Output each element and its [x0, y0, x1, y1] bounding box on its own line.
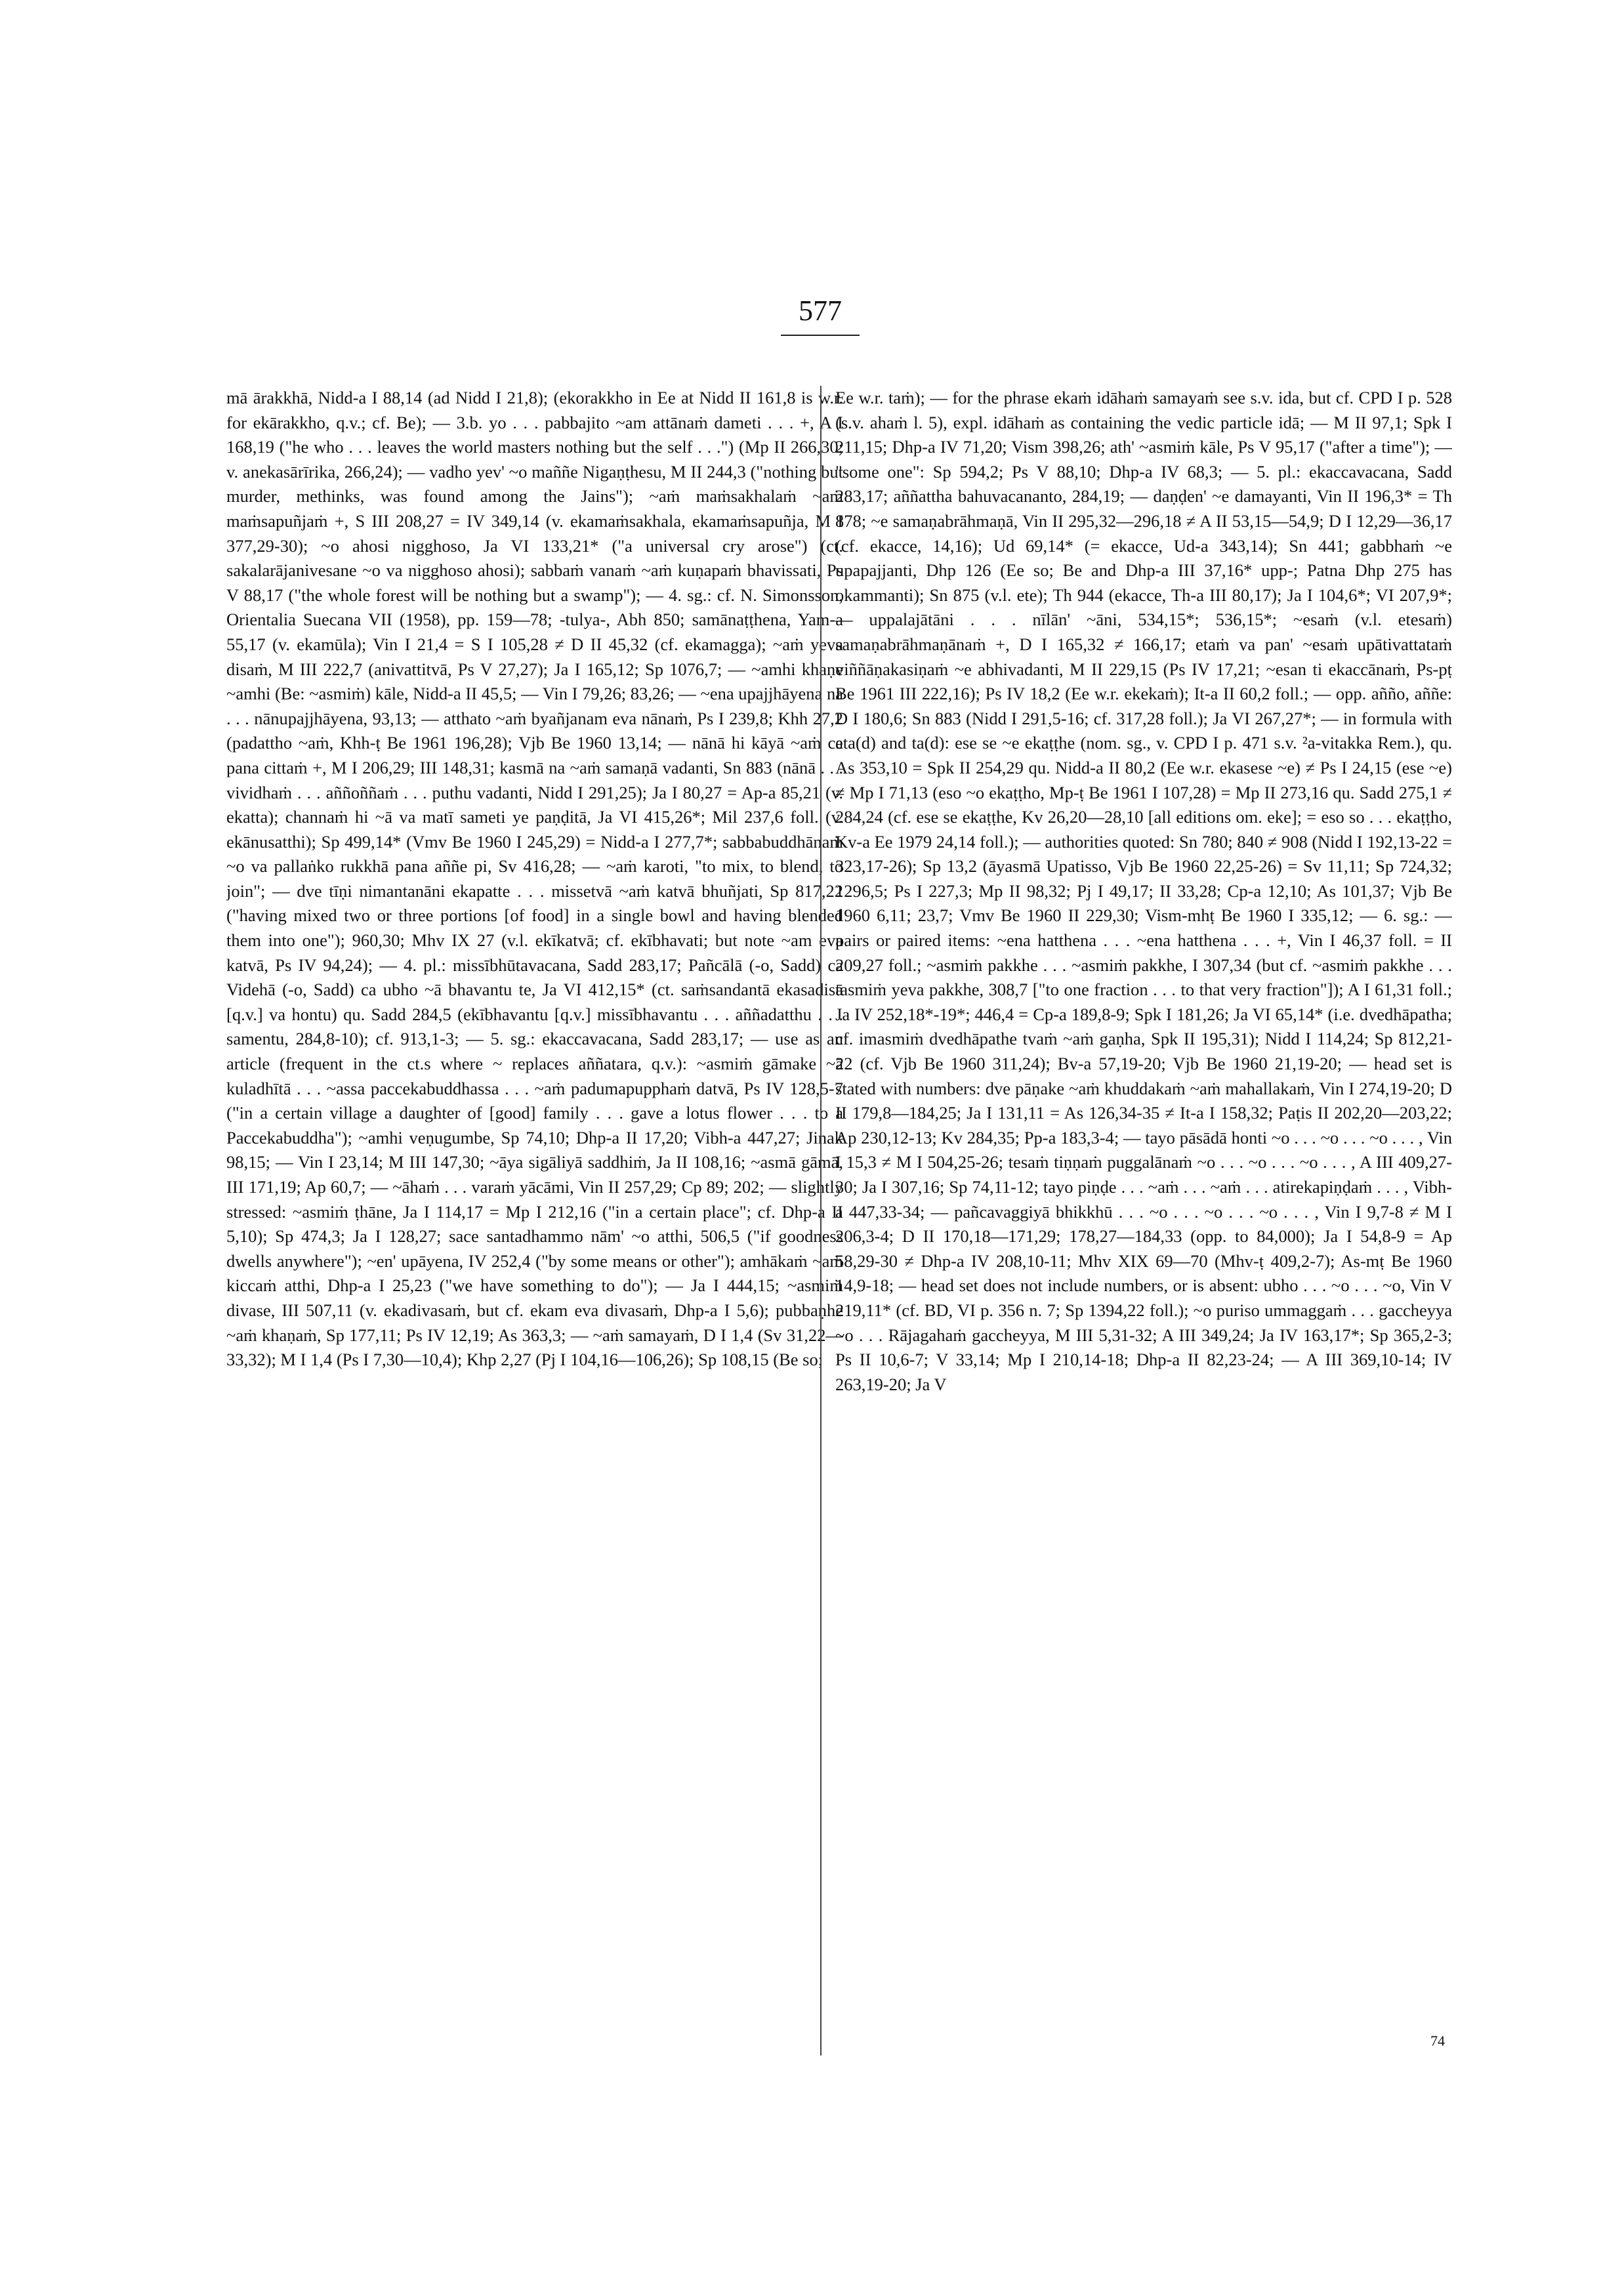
page-number-rule — [781, 335, 860, 336]
column-divider — [820, 386, 822, 2056]
page-number: 577 — [799, 295, 842, 327]
left-column: mā ārakkhā, Nidd-a I 88,14 (ad Nidd I 21,8); (ekorakkho in Ee at Nidd II 161,8 is w.r. for ekārakkho, q.v.; cf. Be); — 3.b. yo . . . pabbajito ~am attānaṁ dameti . . . +, A I 168,19 ("he who . . . leaves the world masters nothing but the self . . .") (Mp II 266,30; v. anekasārīrika, 266,24); — vadho yev' ~o maññe Nigaṇṭhesu, M II 244,3 ("nothing but murder, methinks, was found among the Jains"); ~aṁ maṁsakhalaṁ ~aṁ maṁsapuñjaṁ +, S III 208,27 = IV 349,14 (v. ekamaṁsakhala, ekamaṁsapuñja, M I 377,29-30); ~o ahosi nigghoso, Ja VI 133,21* ("a universal cry arose") (ct. sakalarājanivesane ~o va nigghoso ahosi); sabbaṁ vanaṁ ~aṁ kuṇapaṁ bhavissati, Ps V 88,17 ("the whole forest will be nothing but a swamp"); — 4. sg.: cf. N. Simonsson, Orientalia Suecana VII (1958), pp. 159—78; -tulya-, Abh 850; samānaṭṭhena, Yam-a 55,17 (v. ekamūla); Vin I 21,4 = S I 105,28 ≠ D II 45,32 (cf. ekamagga); ~aṁ yeva disaṁ, M III 222,7 (anivattitvā, Ps V 27,27); Ja I 165,12; Sp 1076,7; — ~amhi khaṇe ~amhi (Be: ~asmiṁ) kāle, Nidd-a II 45,5; — Vin I 79,26; 83,26; — ~ena upajjhāyena na . . . nānupajjhāyena, 93,13; — atthato ~aṁ byañjanam eva nānaṁ, Ps I 239,8; Khh 27,2 (padattho ~aṁ, Khh-ṭ Be 1961 196,28); Vjb Be 1960 13,14; — nānā hi kāyā ~aṁ ca pana cittaṁ +, M I 206,29; III 148,31; kasmā na ~aṁ samaṇā vadanti, Sn 883 (nānā . . . vividhaṁ . . . aññoññaṁ . . . puthu vadanti, Nidd I 291,25); Ja I 80,27 = Ap-a 85,21 (v. ekatta); channaṁ hi ~ā va matī sameti ye paṇḍitā, Ja VI 415,26*; Mil 237,6 foll. (v. ekānusatthi); Sp 499,14* (Vmv Be 1960 I 245,29) = Nidd-a I 277,7*; sabbabuddhānaṁ ~o va pallaṅko rukkhā pana aññe pi, Sv 416,28; — ~aṁ karoti, "to mix, to blend, to join"; — dve tīṇi nimantanāni ekapatte . . . missetvā ~aṁ katvā bhuñjati, Sp 817,22 ("having mixed two or three portions [of food] in a single bowl and having blended them into one"); 960,30; Mhv IX 27 (v.l. ekīkatvā; cf. ekībhavati; but note ~am eva katvā, Ps IV 94,24); — 4. pl.: missībhūtavacana, Sadd 283,17; Pañcālā (-o, Sadd) ca Videhā (-o, Sadd) ca ubho ~ā bhavantu te, Ja VI 412,15* (ct. saṁsandantā ekasadisā [q.v.] va hontu) qu. Sadd 284,5 (ekībhavantu [q.v.] missībhavantu . . . aññadatthu . . . samentu, 284,8-10); cf. 913,1-3; — 5. sg.: ekaccavacana, Sadd 283,17; — use as an article (frequent in the ct.s where ~ replaces aññatara, q.v.): ~asmiṁ gāmake ~ā kuladhītā . . . ~assa paccekabuddhassa . . . ~aṁ padumapupphaṁ datvā, Ps IV 128,5-7 ("in a certain village a daughter of [good] family . . . gave a lotus flower . . . to a Paccekabuddha"); ~amhi veṇugumbe, Sp 74,10; Dhp-a II 17,20; Vibh-a 447,27; Jinak 98,15; — Vin I 23,14; M III 147,30; ~āya sigāliyā saddhiṁ, Ja II 108,16; ~asmā gāmā, III 171,19; Ap 60,7; — ~āhaṁ . . . varaṁ yācāmi, Vin II 257,29; Cp 89; 202; — slightly stressed: ~asmiṁ ṭhāne, Ja I 114,17 = Mp I 212,16 ("in a certain place"; cf. Dhp-a II 5,10); Sp 474,3; Ja I 128,27; sace santadhammo nām' ~o atthi, 506,5 ("if goodness dwells anywhere"); ~en' upāyena, IV 252,4 ("by some means or other"); amhākaṁ ~aṁ kiccaṁ atthi, Dhp-a I 25,23 ("we have something to do"); — Ja I 444,15; ~asmiṁ divase, III 507,11 (v. ekadivasaṁ, but cf. ekam eva divasaṁ, Dhp-a I 5,6); pubbaṇhe ~aṁ khaṇaṁ, Sp 177,11; Ps IV 12,19; As 363,3; — ~aṁ samayaṁ, D I 1,4 (Sv 31,22—33,32); M I 1,4 (Ps I 7,30—10,4); Khp 2,27 (Pj I 104,16—106,26); Sp 108,15 (Be so; — [226, 388, 843, 1370]
right-column: Ee w.r. taṁ); — for the phrase ekaṁ idāhaṁ samayaṁ see s.v. ida, but cf. CPD I p. 528 (s.v. ahaṁ l. 5), expl. idāhaṁ as containing the vedic particle idā; — M II 97,1; Spk I 211,15; Dhp-a IV 71,20; Vism 398,26; ath' ~asmiṁ kāle, Ps V 95,17 ("after a time"); — "some one": Sp 594,2; Ps V 88,10; Dhp-a IV 68,3; — 5. pl.: ekaccavacana, Sadd 283,17; aññattha bahuvacananto, 284,19; — daṇḍen' ~e damayanti, Vin II 196,3* = Th 878; ~e samaṇabrāhmaṇā, Vin II 295,32—296,18 ≠ A II 53,15—54,9; D I 12,29—36,17 (cf. ekacce, 14,16); Ud 69,14* (= ekacce, Ud-a 343,14); Sn 441; gabbhaṁ ~e upapajjanti, Dhp 126 (Ee so; Be and Dhp-a III 37,16* upp-; Patna Dhp 275 has okammanti); Sn 875 (v.l. ete); Th 944 (ekacce, Th-a III 80,17); Ja I 104,6*; VI 207,9*; — uppalajātāni . . . nīlān' ~āni, 534,15*; 536,15*; ~esaṁ (v.l. etesaṁ) samaṇabrāhmaṇānaṁ +, D I 165,32 ≠ 166,17; etaṁ va pan' ~esaṁ upātivattataṁ viññāṇakasiṇaṁ ~e abhivadanti, M II 229,15 (Ps IV 17,21; ~esan ti ekaccānaṁ, Ps-pṭ Be 1961 III 222,16); Ps IV 18,2 (Ee w.r. ekekaṁ); It-a II 60,2 foll.; — opp. añño, aññe: D I 180,6; Sn 883 (Nidd I 291,5-16; cf. 317,28 foll.); Ja VI 267,27*; — in formula with eta(d) and ta(d): ese se ~e ekaṭṭhe (nom. sg., v. CPD I p. 471 s.v. ²a-vitakka Rem.), qu. As 353,10 = Spk II 254,29 qu. Nidd-a II 80,2 (Ee w.r. ekasese ~e) ≠ Ps I 24,15 (ese ~e) ≠ Mp I 71,13 (eso ~o ekaṭṭho, Mp-ṭ Be 1961 I 107,28) = Mp II 273,16 qu. Sadd 275,1 ≠ 284,24 (cf. ese se ekaṭṭhe, Kv 26,20—28,10 [all editions om. eke]; = eso so . . . ekaṭṭho, Kv-a Ee 1979 24,14 foll.); — authorities quoted: Sn 780; 840 ≠ 908 (Nidd I 192,13-22 = 323,17-26); Sp 13,2 (āyasmā Upatisso, Vjb Be 1960 22,25-26) = Sv 11,11; Sp 724,32; 1296,5; Ps I 227,3; Mp II 98,32; Pj I 49,17; II 33,28; Cp-a 12,10; As 101,37; Vjb Be 1960 6,11; 23,7; Vmv Be 1960 II 229,30; Vism-mhṭ Be 1960 I 335,12; — 6. sg.: — pairs or paired items: ~ena hatthena . . . ~ena hatthena . . . +, Vin I 46,37 foll. = II 209,27 foll.; ~asmiṁ pakkhe . . . ~asmiṁ pakkhe, I 307,34 (but cf. ~asmiṁ pakkhe . . . tasmiṁ yeva pakkhe, 308,7 ["to one fraction . . . to that very fraction"]); A I 61,31 foll.; Ja IV 252,18*-19*; 446,4 = Cp-a 189,8-9; Spk I 181,26; Ja VI 65,14* (i.e. dvedhāpatha; cf. imasmiṁ dvedhāpathe tvaṁ ~aṁ gaṇha, Spk II 195,31); Nidd I 114,24; Sp 812,21-22 (cf. Vjb Be 1960 311,24); Bv-a 57,19-20; Vjb Be 1960 21,19-20; — head set is stated with numbers: dve pāṇake ~aṁ khuddakaṁ ~aṁ mahallakaṁ, Vin I 274,19-20; D II 179,8—184,25; Ja I 131,11 = As 126,34-35 ≠ It-a I 158,32; Paṭis II 202,20—203,22; Ap 230,12-13; Kv 284,35; Pp-a 183,3-4; — tayo pāsādā honti ~o . . . ~o . . . ~o . . . , Vin I 15,3 ≠ M I 504,25-26; tesaṁ tiṇṇaṁ puggalānaṁ ~o . . . ~o . . . ~o . . . , A III 409,27-30; Ja I 307,16; Sp 74,11-12; tayo piṇḍe . . . ~aṁ . . . ~aṁ . . . atirekapiṇḍaṁ . . . , Vibh-a 447,33-34; — pañcavaggiyā bhikkhū . . . ~o . . . ~o . . . ~o . . . , Vin I 9,7-8 ≠ M I 206,3-4; D II 170,18—171,29; 178,27—184,33 (opp. to 84,000); Ja I 54,8-9 = Ap 58,29-30 ≠ Dhp-a IV 208,10-11; Mhv XIX 69—70 (Mhv-ṭ 409,2-7); As-mṭ Be 1960 14,9-18; — head set does not include numbers, or is absent: ubho . . . ~o . . . ~o, Vin V 219,11* (cf. BD, VI p. 356 n. 7; Sp 1394,22 foll.); ~o puriso ummaggaṁ . . . gaccheyya ~o . . . Rājagahaṁ gaccheyya, M III 5,31-32; A III 349,24; Ja IV 163,17*; Sp 365,2-3; Ps II 10,6-7; V 33,14; Mp I 210,14-18; Dhp-a II 82,23-24; — A III 369,10-14; IV 263,19-20; Ja V — [835, 388, 1452, 1394]
signature-mark: 74 — [1430, 2033, 1445, 2049]
